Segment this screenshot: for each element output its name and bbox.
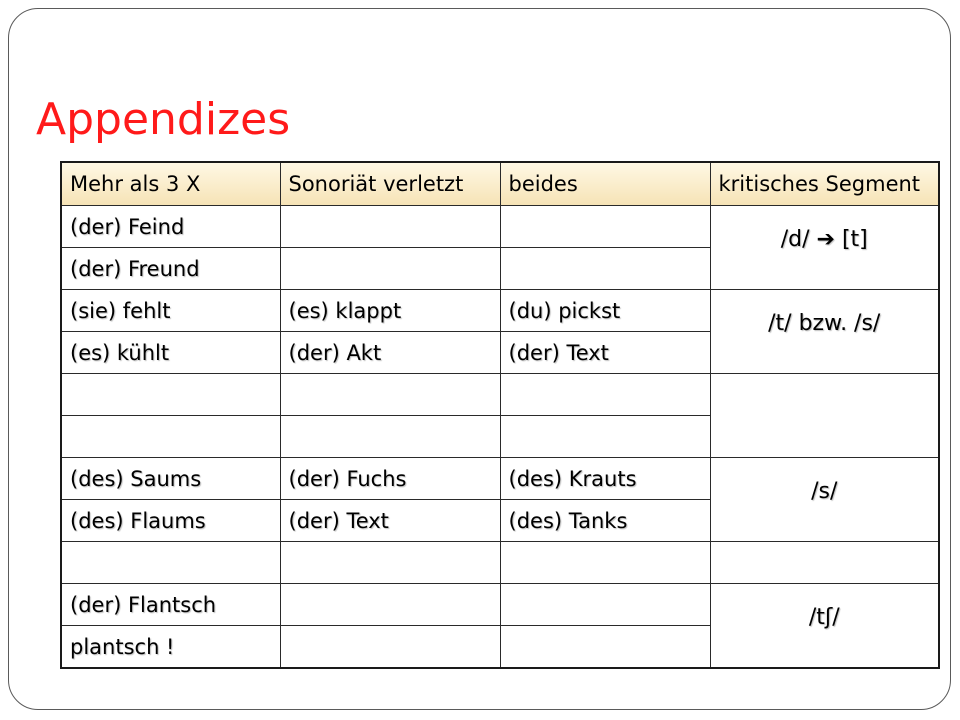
table-cell: (des) Saums <box>61 458 280 500</box>
table-cell: (du) pickst <box>500 290 710 332</box>
table-row <box>61 458 939 500</box>
table-cell <box>500 248 710 290</box>
table-cell <box>280 374 500 416</box>
table-cell: (der) Text <box>500 332 710 374</box>
table-cell: (der) Feind <box>61 206 280 248</box>
table-cell <box>61 374 280 416</box>
table-cell <box>710 542 939 584</box>
table-cell <box>500 626 710 669</box>
table-cell <box>500 206 710 248</box>
segment-cell-s: /s/ <box>710 458 939 542</box>
header-sonoritaet-verletzt: Sonoriät verletzt <box>280 162 500 206</box>
header-beides: beides <box>500 162 710 206</box>
segment-cell-t-s: /t/ bzw. /s/ <box>710 290 939 374</box>
table-cell <box>500 542 710 584</box>
header-kritisches-segment: kritisches Segment <box>710 162 939 206</box>
table-row <box>61 206 939 248</box>
appendix-table <box>60 161 940 669</box>
table-cell <box>61 542 280 584</box>
table-cell: (sie) fehlt <box>61 290 280 332</box>
segment-cell-tsh: /tʃ/ <box>710 584 939 669</box>
table-cell <box>280 248 500 290</box>
table-header-row <box>61 162 939 206</box>
segment-cell-empty <box>710 374 939 458</box>
table-cell <box>500 584 710 626</box>
table-row <box>61 584 939 626</box>
table-cell: (des) Flaums <box>61 500 280 542</box>
table-cell: (der) Freund <box>61 248 280 290</box>
table-row <box>61 290 939 332</box>
slide-title: Appendizes <box>36 94 291 145</box>
segment-cell-d-t: /d/ ➔ [t] <box>710 206 939 290</box>
table-cell: (es) klappt <box>280 290 500 332</box>
table-cell: plantsch ! <box>61 626 280 669</box>
table-cell <box>280 416 500 458</box>
table-cell <box>280 584 500 626</box>
table-cell: (der) Text <box>280 500 500 542</box>
table-cell: (es) kühlt <box>61 332 280 374</box>
table-cell: (des) Krauts <box>500 458 710 500</box>
header-mehr-als-3x: Mehr als 3 X <box>61 162 280 206</box>
table-cell: (der) Fuchs <box>280 458 500 500</box>
table-cell <box>280 626 500 669</box>
table-cell <box>280 542 500 584</box>
table-cell <box>500 374 710 416</box>
table-cell: (des) Tanks <box>500 500 710 542</box>
table-cell: (der) Akt <box>280 332 500 374</box>
table-row <box>61 542 939 584</box>
table-cell: (der) Flantsch <box>61 584 280 626</box>
table-cell <box>61 416 280 458</box>
table-row <box>61 374 939 416</box>
table-cell <box>280 206 500 248</box>
table-cell <box>500 416 710 458</box>
